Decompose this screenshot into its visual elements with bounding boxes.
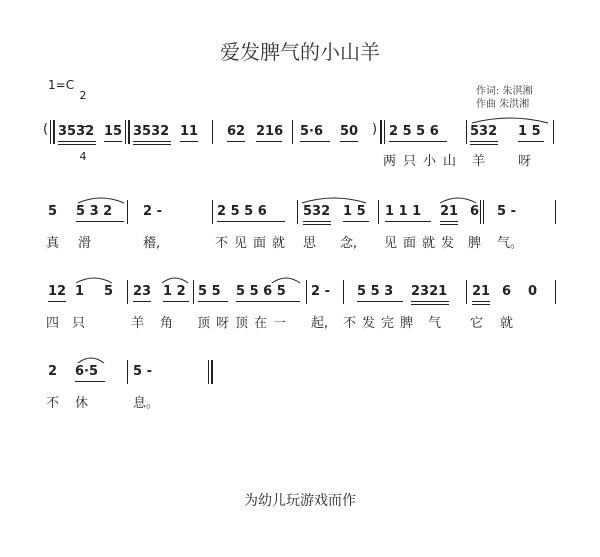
beam-underline [227, 141, 245, 142]
beam-underline [343, 221, 369, 222]
note-group: 5 5 6 5 [236, 284, 286, 299]
beam-underline [303, 221, 331, 222]
final-barline [211, 360, 213, 384]
notes-line-1 [0, 120, 600, 146]
score-line-1 [0, 120, 600, 190]
slur-arc [76, 196, 126, 204]
note-group: 2 5 5 6 [389, 124, 439, 139]
lyric-syllable: 思 [303, 236, 317, 251]
barline [306, 280, 307, 304]
notes-line-2 [0, 200, 600, 226]
beam-underline [440, 224, 458, 225]
lyrics-line-2 [0, 232, 600, 252]
slur-arc [74, 276, 114, 284]
repeat-barline [53, 120, 55, 144]
notes-line-3 [0, 280, 600, 306]
final-barline [208, 360, 209, 384]
slur-arc [470, 116, 550, 124]
footer-note: 为幼儿玩游戏而作 [244, 493, 356, 509]
lyric-syllable: 羊 [472, 154, 486, 169]
note-group: 5 5 3 [357, 284, 394, 299]
note-group: 1 1 1 [385, 204, 422, 219]
beam-underline [198, 301, 228, 302]
slur-arc [160, 276, 190, 284]
barline [480, 200, 481, 224]
barline [466, 120, 467, 144]
beam-underline [411, 301, 449, 302]
barline [127, 200, 128, 224]
note-group: ) [372, 122, 378, 137]
barline [343, 280, 344, 304]
notes-line-4 [0, 360, 600, 386]
lyric-syllable: 不 [215, 236, 229, 251]
note-group: 5 - [133, 364, 152, 379]
lyric-syllable: 不 [343, 316, 357, 331]
beam-underline [472, 304, 490, 305]
barline [297, 200, 298, 224]
barline [378, 200, 379, 224]
song-title: 爱发脾气的小山羊 [220, 40, 380, 64]
lyrics-line-3 [0, 312, 600, 332]
lyric-syllable: 呀 [216, 316, 230, 331]
lyric-syllable: 就 [272, 236, 286, 251]
lyric-syllable: 不 [46, 396, 60, 411]
beam-underline [58, 144, 96, 145]
lyric-syllable: 见 [384, 236, 398, 251]
note-group: 2 [48, 364, 58, 379]
note-group: 5 3 2 [76, 204, 113, 219]
lyric-syllable: 面 [403, 236, 417, 251]
beam-underline [303, 224, 331, 225]
repeat-barline [380, 120, 382, 144]
note-group: 3532 [58, 124, 95, 139]
barline [127, 360, 128, 384]
note-group: 2 - [143, 204, 162, 219]
note-group: 216 [256, 124, 284, 139]
lyric-syllable: 起, [311, 316, 329, 331]
barline [555, 200, 556, 224]
beam-underline [163, 301, 189, 302]
lyric-syllable: 念, [340, 236, 358, 251]
lyric-syllable: 就 [500, 316, 514, 331]
lyric-syllable: 脾 [400, 316, 414, 331]
beam-underline [48, 301, 66, 302]
lyric-syllable: 只 [403, 154, 417, 169]
barline [553, 120, 554, 144]
beam-underline [440, 221, 458, 222]
lyric-syllable: 只 [72, 316, 86, 331]
score-line-2 [0, 200, 600, 270]
beam-underline [217, 221, 285, 222]
lyric-syllable: 就 [422, 236, 436, 251]
barline [212, 200, 213, 224]
lyrics-line-4 [0, 392, 600, 412]
beam-underline [385, 221, 431, 222]
lyric-syllable: 它 [470, 316, 484, 331]
lyric-syllable: 滑 [78, 236, 92, 251]
lyric-syllable: 脾 [468, 236, 482, 251]
slur-arc [300, 196, 368, 204]
repeat-barline [384, 120, 385, 144]
note-group: 5 5 [198, 284, 221, 299]
note-group: 62 [227, 124, 246, 139]
note-group: 2 - [311, 284, 330, 299]
lyric-syllable: 顶 [197, 316, 211, 331]
beam-underline [133, 141, 171, 142]
slur-arc [76, 356, 106, 364]
beam-underline [389, 141, 447, 142]
lyricist-credit: 作词: 朱淇湘 [476, 86, 533, 97]
beam-underline [357, 301, 403, 302]
lyric-syllable: 息。 [133, 396, 160, 411]
note-group: 532 [303, 204, 331, 219]
composer-credit: 作曲 朱洪湘 [476, 99, 530, 110]
note-group: 23 [133, 284, 152, 299]
note-group: 15 [104, 124, 123, 139]
slur-arc [438, 196, 478, 204]
note-group: 0 [528, 284, 538, 299]
lyrics-line-1 [0, 150, 600, 170]
lyric-syllable: 小 [423, 154, 437, 169]
beam-underline [300, 141, 330, 142]
note-group: 2321 [411, 284, 448, 299]
note-group: 6·5 [75, 364, 99, 379]
note-group: 5 - [497, 204, 516, 219]
beam-underline [58, 141, 96, 142]
barline [292, 120, 293, 144]
barline [466, 280, 467, 304]
beam-underline [340, 141, 358, 142]
note-group: 1 2 [163, 284, 186, 299]
barline [125, 120, 126, 144]
barline [193, 280, 194, 304]
note-group: 1 [75, 284, 85, 299]
time-signature-bottom: 4 [79, 150, 87, 163]
beam-underline [133, 144, 171, 145]
key-signature: 1=C [48, 78, 75, 92]
beam-underline [518, 141, 544, 142]
note-group: 21 [440, 204, 459, 219]
lyric-syllable: 休 [75, 396, 89, 411]
note-group: 1 5 [518, 124, 541, 139]
lyric-syllable: 真 [46, 236, 60, 251]
beam-underline [76, 221, 124, 222]
note-group: 6 [502, 284, 512, 299]
lyric-syllable: 完 [381, 316, 395, 331]
lyric-syllable: 面 [253, 236, 267, 251]
beam-underline [472, 301, 490, 302]
lyric-syllable: 发 [362, 316, 376, 331]
lyric-syllable: 气。 [497, 236, 524, 251]
repeat-barline [50, 120, 51, 144]
note-group: 3532 [133, 124, 170, 139]
lyric-syllable: 山 [443, 154, 457, 169]
barline [212, 120, 213, 144]
beam-underline [133, 301, 151, 302]
note-group: 532 [470, 124, 498, 139]
lyric-syllable: 一 [273, 316, 287, 331]
lyric-syllable: 呀 [518, 154, 532, 169]
note-group: ( [43, 122, 49, 137]
note-group: 12 [48, 284, 67, 299]
barline [128, 120, 130, 144]
beam-underline [104, 141, 122, 142]
beam-underline [411, 304, 449, 305]
lyric-syllable: 见 [234, 236, 248, 251]
lyric-syllable: 羊 [131, 316, 145, 331]
note-group: 6 [470, 204, 480, 219]
slur-arc [270, 276, 302, 284]
lyric-syllable: 两 [383, 154, 397, 169]
score-line-3 [0, 280, 600, 350]
lyric-syllable: 顶 [235, 316, 249, 331]
beam-underline [236, 301, 300, 302]
beam-underline [180, 141, 198, 142]
note-group: 21 [472, 284, 491, 299]
note-group: 1 5 [343, 204, 366, 219]
beam-underline [256, 141, 282, 142]
note-group: 5 [104, 284, 114, 299]
beam-underline [75, 381, 105, 382]
note-group: 5·6 [300, 124, 324, 139]
lyric-syllable: 气 [428, 316, 442, 331]
lyric-syllable: 发 [441, 236, 455, 251]
beam-underline [470, 144, 498, 145]
note-group: 11 [180, 124, 199, 139]
score-line-4 [0, 360, 600, 430]
barline [555, 280, 556, 304]
barline [127, 280, 128, 304]
note-group: 5 [48, 204, 58, 219]
beam-underline [470, 141, 498, 142]
lyric-syllable: 角 [160, 316, 174, 331]
lyric-syllable: 在 [254, 316, 268, 331]
time-signature-top: 2 [79, 89, 87, 102]
barline [483, 200, 484, 224]
lyric-syllable: 稽, [143, 236, 161, 251]
note-group: 50 [340, 124, 359, 139]
lyric-syllable: 四 [46, 316, 60, 331]
note-group: 2 5 5 6 [217, 204, 267, 219]
